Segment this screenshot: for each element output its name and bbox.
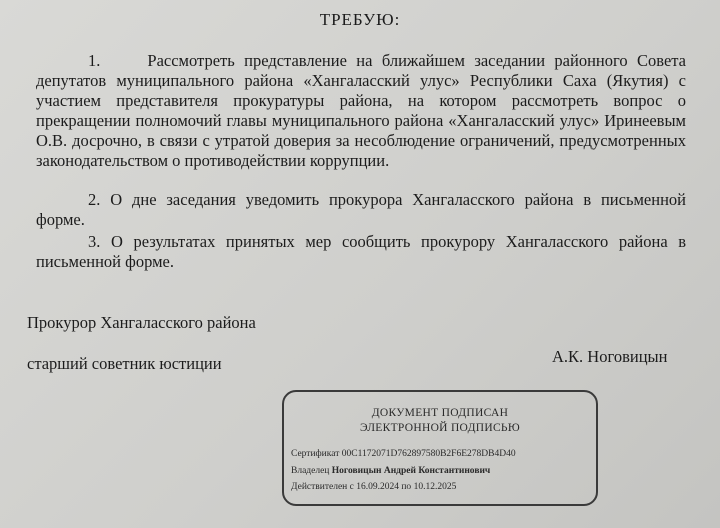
paragraph-number: 1.: [88, 51, 101, 70]
electronic-signature-stamp: [282, 390, 598, 506]
validity-label: Действителен с: [291, 482, 354, 492]
stamp-owner: [291, 466, 490, 476]
stamp-heading-line-1: ДОКУМЕНТ ПОДПИСАН: [371, 407, 509, 419]
stamp-heading-line-2: ЭЛЕКТРОННОЙ ПОДПИСЬЮ: [360, 422, 520, 434]
stamp-certificate: [291, 449, 516, 459]
signatory-title: Прокурор Хангаласского района: [27, 313, 256, 332]
valid-to: 10.12.2025: [413, 482, 457, 492]
valid-to-label: по: [401, 482, 412, 492]
valid-from: 16.09.2024: [356, 482, 399, 492]
document-heading: ТРЕБУЮ:: [319, 10, 401, 29]
paragraph-text: Рассмотреть представление на ближайшем заседании районного Совета депутатов муниципального района «Хангаласский улус» Республики Саха (Якутия) с участием представителя прокуратуры района, на котором рассмотреть вопрос о прекращении полномочий главы муниципального района «Хангаласский улус» Иринеевым О.В. досрочно, в связи с утратой доверия за несоблюдение ограничений, предусмотренных законодательством о противодействии коррупции.: [36, 51, 687, 170]
paragraph-number: 2.: [88, 190, 101, 209]
signatory-name: А.К. Ноговицын: [552, 347, 668, 366]
paragraph-text: О дне заседания уведомить прокурора Хангаласского района в письменной форме.: [36, 190, 686, 229]
stamp-heading: [284, 406, 596, 436]
paragraph-1: [36, 51, 686, 171]
signatory-rank: старший советник юстиции: [27, 354, 222, 373]
certificate-value: 00C1172071D762897580B2F6E278DB4D40: [341, 449, 516, 459]
paragraph-text: О результатах принятых мер сообщить прокурору Хангаласского района в письменной форме.: [36, 232, 687, 271]
paragraph-number: 3.: [88, 232, 101, 251]
paragraph-2: [36, 190, 686, 230]
certificate-label: Сертификат: [291, 449, 340, 459]
stamp-validity: [291, 482, 456, 492]
paragraph-3: [36, 232, 686, 272]
owner-label: Владелец: [291, 466, 330, 476]
owner-value: Ноговицын Андрей Константинович: [331, 466, 491, 476]
